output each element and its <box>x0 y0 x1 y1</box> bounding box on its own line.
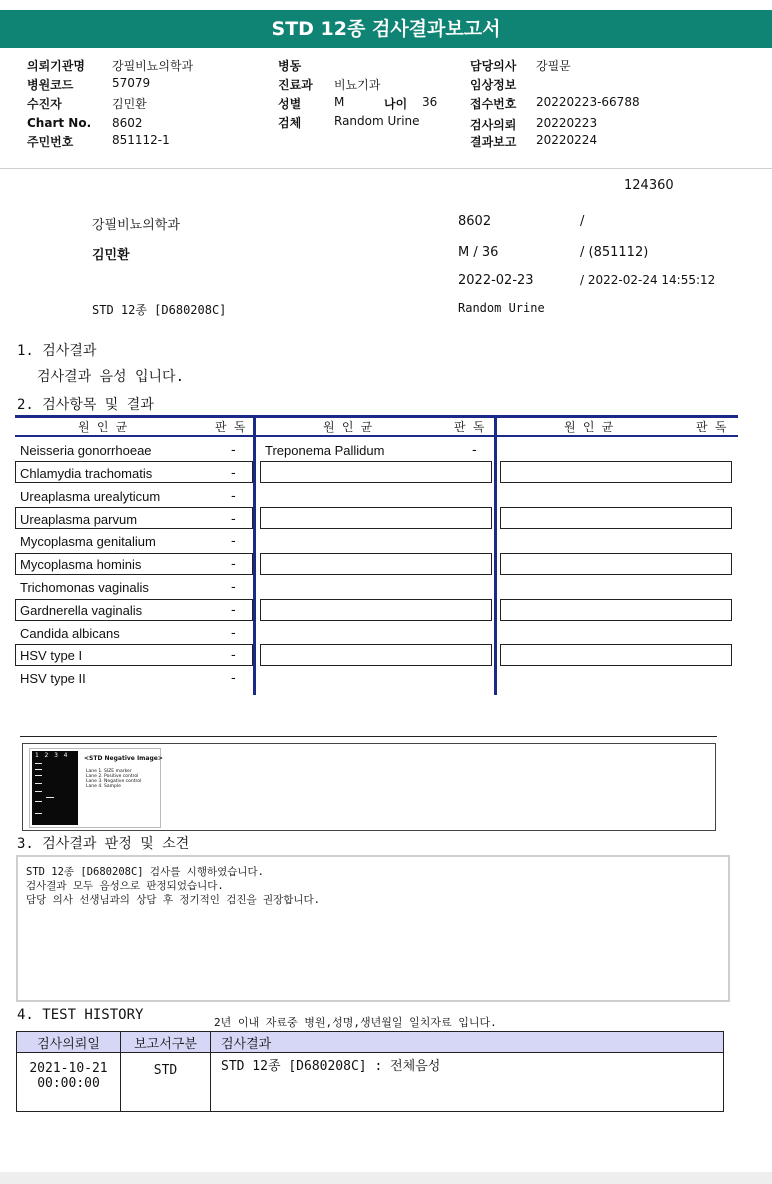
organism-result: - <box>231 443 236 458</box>
lane-legend: Lane 2. Positive control <box>86 774 139 779</box>
lane-legend: Lane 4. Sample <box>86 784 121 789</box>
lane-legend: Lane 3. Negative control <box>86 779 142 784</box>
opinion-line: 담당 의사 선생님과의 상담 후 정기적인 검진을 권장합니다. <box>26 894 321 906</box>
lane-legend: Lane 1. SIZE marker <box>86 769 132 774</box>
column-header: 판 독 <box>454 420 485 434</box>
header-row: 병원코드 <box>27 78 74 92</box>
hospital-name: 강필비뇨의학과 <box>112 59 194 73</box>
gel-image-title: <STD Negative Image> <box>84 755 163 762</box>
table-header-border <box>15 435 738 437</box>
organism-result: - <box>231 626 236 641</box>
summary-birth: / (851112) <box>580 245 649 260</box>
chart-number: 8602 <box>112 116 143 130</box>
summary-hospital: 강필비뇨의학과 <box>92 218 180 233</box>
marker-band <box>35 775 42 776</box>
header-row: 나이 <box>384 97 408 111</box>
header-row: 담당의사 <box>470 59 517 73</box>
column-header: 원 인 균 <box>323 420 373 434</box>
department: 비뇨기과 <box>334 78 381 92</box>
header-row: 의뢰기관명 <box>27 59 85 73</box>
marker-band <box>35 763 42 764</box>
organism-result: - <box>231 580 236 595</box>
organism-result: - <box>231 671 236 686</box>
gel-image <box>29 748 161 828</box>
specimen: Random Urine <box>334 114 420 128</box>
organism-name: HSV type II <box>20 671 86 686</box>
organism-name: Ureaplasma urealyticum <box>20 489 161 504</box>
summary-specimen: Random Urine <box>458 301 545 315</box>
organism-name: Chlamydia trachomatis <box>20 466 153 481</box>
receipt-number: 20220223-66788 <box>536 95 640 109</box>
table-row-box <box>500 644 732 666</box>
section3-title: 3. 검사결과 판정 및 소견 <box>17 836 190 852</box>
doctor-name: 강필문 <box>536 59 571 73</box>
section2-title: 2. 검사항목 및 결과 <box>17 397 154 413</box>
marker-band <box>35 813 42 814</box>
image-divider <box>20 736 717 737</box>
organism-name: Mycoplasma hominis <box>20 557 142 572</box>
report-title: STD 12종 검사결과보고서 <box>0 10 772 48</box>
summary-sex-age: M / 36 <box>458 245 499 260</box>
history-note: 2년 이내 자료중 병원,성명,생년월일 일치자료 입니다. <box>214 1016 497 1029</box>
table-row-box <box>500 461 732 483</box>
organism-name: Ureaplasma parvum <box>20 512 138 527</box>
history-result: STD 12종 [D680208C] : 전체음성 <box>211 1053 724 1112</box>
summary-chart: 8602 <box>458 214 492 229</box>
marker-band <box>35 801 42 802</box>
table-row-box <box>260 507 492 529</box>
history-table <box>16 1031 724 1112</box>
organism-name: HSV type I <box>20 648 83 663</box>
organism-name: Candida albicans <box>20 626 120 641</box>
header-row: 진료과 <box>278 78 313 92</box>
organism-result: - <box>472 443 477 458</box>
organism-result: - <box>231 557 236 572</box>
summary-report-datetime: / 2022-02-24 14:55:12 <box>580 273 716 287</box>
column-header: 검사의뢰일 <box>17 1032 121 1053</box>
header-row: 결과보고 <box>470 135 517 149</box>
header-row: 병동 <box>278 59 302 73</box>
opinion-line: STD 12종 [D680208C] 검사를 시행하였습니다. <box>26 866 265 878</box>
hospital-code: 57079 <box>112 76 151 90</box>
table-row-box <box>260 461 492 483</box>
marker-band <box>35 783 42 784</box>
summary-patient: 김민환 <box>92 248 130 263</box>
footer-band <box>0 1172 772 1184</box>
report-code: 124360 <box>624 178 674 193</box>
table-row-box <box>500 553 732 575</box>
organism-result: - <box>231 648 236 663</box>
opinion-line: 검사결과 모두 음성으로 판정되었습니다. <box>26 880 224 892</box>
column-header: 원 인 균 <box>78 420 128 434</box>
organism-name: Trichomonas vaginalis <box>20 580 149 595</box>
table-row-box <box>500 599 732 621</box>
control-band <box>46 797 54 798</box>
patient-name: 김민환 <box>112 97 147 111</box>
summary-slash: / <box>580 214 585 229</box>
organism-result: - <box>231 466 236 481</box>
table-row <box>17 1053 724 1112</box>
table-column-divider <box>494 415 497 695</box>
column-header: 판 독 <box>215 420 246 434</box>
header-row: 수진자 <box>27 97 62 111</box>
history-time: 00:00:00 <box>37 1076 100 1091</box>
header-row: 접수번호 <box>470 97 517 111</box>
section1-text: 검사결과 음성 입니다. <box>37 369 185 385</box>
organism-name: Gardnerella vaginalis <box>20 603 143 618</box>
table-row-box <box>260 644 492 666</box>
age: 36 <box>422 95 438 109</box>
request-date: 20220223 <box>536 116 598 130</box>
table-row-box <box>260 599 492 621</box>
organism-name: Neisseria gonorrhoeae <box>20 443 152 458</box>
header-row: Chart No. <box>27 116 92 130</box>
organism-result: - <box>231 512 236 527</box>
summary-test-name: STD 12종 [D680208C] <box>92 303 227 317</box>
marker-band <box>35 769 42 770</box>
column-header: 원 인 균 <box>564 420 614 434</box>
report-date: 20220224 <box>536 133 598 147</box>
organism-result: - <box>231 603 236 618</box>
history-header-row <box>17 1032 724 1053</box>
column-header: 판 독 <box>696 420 727 434</box>
summary-request-date: 2022-02-23 <box>458 273 534 288</box>
section4-title: 4. TEST HISTORY <box>17 1007 144 1023</box>
divider <box>0 168 772 169</box>
lane-numbers: 1 2 3 4 <box>35 752 68 759</box>
column-header: 검사결과 <box>211 1032 724 1053</box>
header-row: 검사의뢰 <box>470 118 517 132</box>
table-column-divider <box>253 415 256 695</box>
organism-name: Mycoplasma genitalium <box>20 534 156 549</box>
history-type: STD <box>121 1053 211 1112</box>
marker-band <box>35 791 42 792</box>
resident-number: 851112-1 <box>112 133 170 147</box>
header-row: 검체 <box>278 116 302 130</box>
organism-name: Treponema Pallidum <box>265 443 385 458</box>
organism-result: - <box>231 489 236 504</box>
table-row-box <box>500 507 732 529</box>
gel-lanes <box>32 751 78 825</box>
table-row-box <box>260 553 492 575</box>
history-date: 2021-10-21 <box>29 1061 108 1076</box>
organism-result: - <box>231 534 236 549</box>
header-row: 성별 <box>278 97 302 111</box>
header-row: 임상정보 <box>470 78 517 92</box>
section1-title: 1. 검사결과 <box>17 343 97 359</box>
header-row: 주민번호 <box>27 135 74 149</box>
column-header: 보고서구분 <box>121 1032 211 1053</box>
sex: M <box>334 95 345 109</box>
history-date-cell <box>17 1053 121 1112</box>
